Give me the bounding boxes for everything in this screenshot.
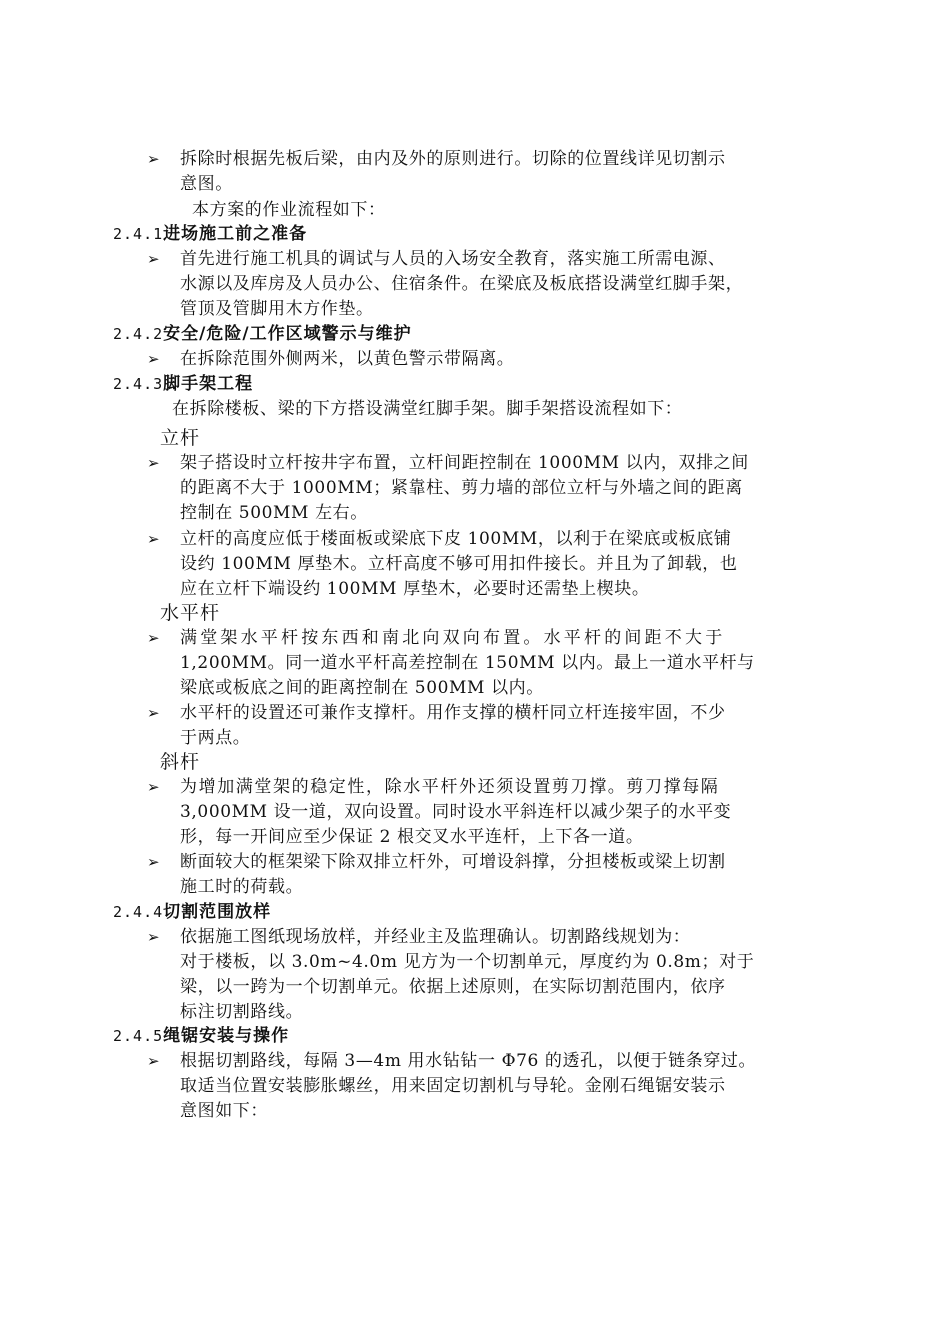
- section-heading-2-4-4: [113, 900, 271, 925]
- paragraph-line: 的距离不大于 1000MM；紧靠柱、剪力墙的部位立杆与外墙之间的距离: [180, 478, 743, 498]
- section-number: 2.4.5: [113, 1027, 164, 1045]
- section-title: 安全/危险/工作区域警示与维护: [163, 324, 412, 344]
- bullet-arrow-icon: ➢: [147, 704, 160, 722]
- bullet-arrow-icon: ➢: [147, 629, 160, 647]
- bullet-arrow-icon: ➢: [147, 1052, 160, 1070]
- section-number: 2.4.1: [113, 225, 164, 243]
- paragraph-line: 拆除时根据先板后梁，由内及外的原则进行。切除的位置线详见切割示: [180, 149, 726, 169]
- paragraph-line: 管顶及管脚用木方作垫。: [180, 299, 374, 319]
- paragraph-line: 设约 100MM 厚垫木。立杆高度不够可用扣件接长。并且为了卸载，也: [180, 554, 738, 574]
- paragraph-line: 根据切割路线，每隔 3—4m 用水钻钻一 Φ76 的透孔，以便于链条穿过。: [180, 1051, 757, 1071]
- paragraph-line: 取适当位置安装膨胀螺丝，用来固定切割机与导轮。金刚石绳锯安装示: [180, 1076, 726, 1096]
- paragraph-line: 依据施工图纸现场放样，并经业主及监理确认。切割路线规划为：: [180, 927, 691, 947]
- paragraph-line: 在拆除楼板、梁的下方搭设满堂红脚手架。脚手架搭设流程如下：: [172, 399, 683, 419]
- subheading-xie: 斜杆: [160, 751, 201, 773]
- paragraph-line: 对于楼板，以 3.0m~4.0m 见方为一个切割单元，厚度约为 0.8m；对于: [180, 952, 755, 972]
- subheading-ligan: 立杆: [160, 427, 201, 449]
- paragraph-line: 在拆除范围外侧两米，以黄色警示带隔离。: [180, 349, 515, 369]
- section-title: 绳锯安装与操作: [163, 1026, 290, 1046]
- paragraph-line: 形，每一开间应至少保证 2 根交叉水平连杆，上下各一道。: [180, 827, 644, 847]
- section-number: 2.4.4: [113, 903, 164, 921]
- intro-text: 本方案的作业流程如下：: [192, 200, 386, 220]
- paragraph-line: 水源以及库房及人员办公、住宿条件。在梁底及板底搭设满堂红脚手架，: [180, 274, 744, 294]
- paragraph-line: 意图。: [180, 174, 233, 194]
- paragraph-line: 梁底或板底之间的距离控制在 500MM 以内。: [180, 678, 544, 698]
- paragraph-line: 控制在 500MM 左右。: [180, 503, 368, 523]
- subheading-shuiping: 水平杆: [160, 602, 221, 624]
- paragraph-line: 于两点。: [180, 728, 251, 748]
- bullet-arrow-icon: ➢: [147, 778, 160, 796]
- paragraph-line: 水平杆的设置还可兼作支撑杆。用作支撑的横杆同立杆连接牢固，不少: [180, 703, 726, 723]
- paragraph-line: 1,200MM。同一道水平杆高差控制在 150MM 以内。最上一道水平杆与: [180, 653, 755, 673]
- section-title: 进场施工前之准备: [163, 224, 308, 244]
- section-number: 2.4.3: [113, 375, 164, 393]
- bullet-arrow-icon: ➢: [147, 530, 160, 548]
- paragraph-line: 满堂架水平杆按东西和南北向双向布置。水平杆的间距不大于: [180, 628, 726, 648]
- bullet-arrow-icon: ➢: [147, 250, 160, 268]
- bullet-arrow-icon: ➢: [147, 928, 160, 946]
- bullet-arrow-icon: ➢: [147, 150, 160, 168]
- bullet-arrow-icon: ➢: [147, 454, 160, 472]
- paragraph-line: 断面较大的框架梁下除双排立杆外，可增设斜撑，分担楼板或梁上切割: [180, 852, 726, 872]
- section-number: 2.4.2: [113, 325, 164, 343]
- section-heading-2-4-3: [113, 372, 253, 397]
- section-title: 脚手架工程: [163, 374, 254, 394]
- paragraph-line: 为增加满堂架的稳定性，除水平杆外还须设置剪刀撑。剪刀撑每隔: [180, 777, 720, 797]
- section-heading-2-4-5: [113, 1024, 289, 1049]
- paragraph-line: 架子搭设时立杆按井字布置，立杆间距控制在 1000MM 以内，双排之间: [180, 453, 749, 473]
- paragraph-line: 意图如下：: [180, 1101, 268, 1121]
- paragraph-line: 施工时的荷载。: [180, 877, 304, 897]
- paragraph-line: 首先进行施工机具的调试与人员的入场安全教育，落实施工所需电源、: [180, 249, 726, 269]
- paragraph-line: 3,000MM 设一道，双向设置。同时设水平斜连杆以减少架子的水平变: [180, 802, 732, 822]
- section-heading-2-4-2: [113, 322, 412, 347]
- paragraph-line: 立杆的高度应低于楼面板或梁底下皮 100MM，以利于在梁底或板底铺: [180, 529, 732, 549]
- section-title: 切割范围放样: [163, 902, 272, 922]
- paragraph-line: 标注切割路线。: [180, 1002, 304, 1022]
- paragraph-line: 梁，以一跨为一个切割单元。依据上述原则，在实际切割范围内，依序: [180, 977, 726, 997]
- bullet-arrow-icon: ➢: [147, 853, 160, 871]
- paragraph-line: 应在立杆下端设约 100MM 厚垫木，必要时还需垫上楔块。: [180, 579, 650, 599]
- bullet-arrow-icon: ➢: [147, 350, 160, 368]
- section-heading-2-4-1: [113, 222, 307, 247]
